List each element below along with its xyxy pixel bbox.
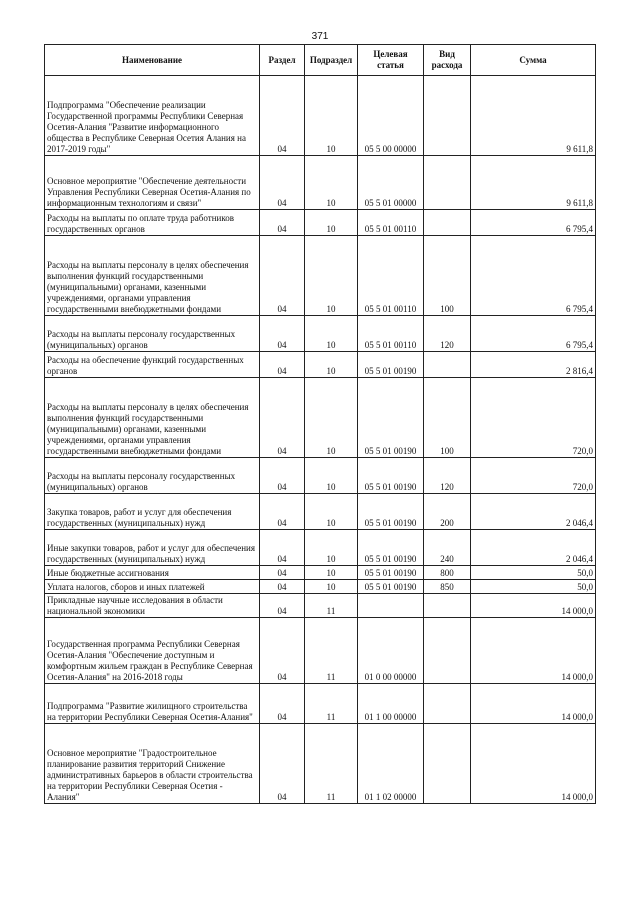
cell-type [424, 618, 471, 684]
cell-type: 200 [424, 494, 471, 530]
cell-sum: 14 000,0 [471, 594, 596, 618]
table-row [45, 494, 596, 530]
cell-name: Подпрограмма "Развитие жилищного строительства на территории Республики Северная Осетия-Алания" [45, 684, 260, 724]
cell-name: Расходы на выплаты персоналу в целях обеспечения выполнения функций государственными (муниципальными) органами, казенными учреждениями, органами управления государственными внебюджетными фондами [45, 236, 260, 316]
table-row [45, 618, 596, 684]
cell-subsection: 11 [305, 684, 358, 724]
table-header-row [45, 45, 596, 76]
cell-type: 240 [424, 530, 471, 566]
cell-sum: 2 816,4 [471, 352, 596, 378]
cell-type [424, 684, 471, 724]
cell-section: 04 [260, 378, 305, 458]
header-type: Вид расхода [424, 45, 471, 76]
cell-subsection: 10 [305, 566, 358, 580]
cell-subsection: 10 [305, 378, 358, 458]
table-row [45, 580, 596, 594]
cell-sum: 50,0 [471, 580, 596, 594]
cell-section: 04 [260, 618, 305, 684]
cell-name: Расходы на выплаты по оплате труда работников государственных органов [45, 210, 260, 236]
cell-target [358, 594, 424, 618]
cell-subsection: 11 [305, 724, 358, 804]
cell-section: 04 [260, 566, 305, 580]
cell-subsection: 10 [305, 210, 358, 236]
cell-subsection: 10 [305, 76, 358, 156]
table-row [45, 156, 596, 210]
table-row [45, 594, 596, 618]
cell-name: Расходы на обеспечение функций государственных органов [45, 352, 260, 378]
cell-sum: 6 795,4 [471, 210, 596, 236]
cell-type [424, 156, 471, 210]
cell-target: 05 5 01 00190 [358, 494, 424, 530]
cell-type: 120 [424, 316, 471, 352]
cell-type [424, 724, 471, 804]
cell-target: 05 5 01 00190 [358, 566, 424, 580]
cell-type [424, 76, 471, 156]
cell-name: Уплата налогов, сборов и иных платежей [45, 580, 260, 594]
cell-target: 05 5 01 00190 [358, 580, 424, 594]
cell-target: 05 5 01 00110 [358, 316, 424, 352]
cell-section: 04 [260, 236, 305, 316]
cell-subsection: 10 [305, 494, 358, 530]
table-row [45, 724, 596, 804]
cell-subsection: 10 [305, 316, 358, 352]
cell-section: 04 [260, 724, 305, 804]
cell-target: 05 5 01 00110 [358, 236, 424, 316]
header-section: Раздел [260, 45, 305, 76]
cell-sum: 50,0 [471, 566, 596, 580]
cell-sum: 6 795,4 [471, 236, 596, 316]
cell-section: 04 [260, 76, 305, 156]
cell-name: Основное мероприятие "Градостроительное планирование развития территорий Снижение административных барьеров в области строительства на территории Республики Северная Осетия - Алания" [45, 724, 260, 804]
table-row [45, 566, 596, 580]
cell-sum: 720,0 [471, 378, 596, 458]
cell-sum: 9 611,8 [471, 76, 596, 156]
cell-section: 04 [260, 458, 305, 494]
cell-name: Иные закупки товаров, работ и услуг для обеспечения государственных (муниципальных) нужд [45, 530, 260, 566]
cell-name: Государственная программа Республики Северная Осетия-Алания "Обеспечение доступным и комфортным жильем граждан в Республике Северная Осетия-Алания" на 2016-2018 годы [45, 618, 260, 684]
cell-type: 850 [424, 580, 471, 594]
cell-section: 04 [260, 156, 305, 210]
cell-target: 05 5 01 00190 [358, 458, 424, 494]
header-subsection: Подраздел [305, 45, 358, 76]
header-name: Наименование [45, 45, 260, 76]
cell-sum: 720,0 [471, 458, 596, 494]
cell-section: 04 [260, 352, 305, 378]
cell-subsection: 10 [305, 236, 358, 316]
cell-target: 01 1 02 00000 [358, 724, 424, 804]
cell-target: 05 5 01 00190 [358, 352, 424, 378]
cell-section: 04 [260, 594, 305, 618]
cell-section: 04 [260, 210, 305, 236]
cell-sum: 14 000,0 [471, 724, 596, 804]
cell-type [424, 594, 471, 618]
cell-subsection: 10 [305, 530, 358, 566]
cell-sum: 9 611,8 [471, 156, 596, 210]
cell-sum: 2 046,4 [471, 530, 596, 566]
cell-section: 04 [260, 494, 305, 530]
cell-sum: 14 000,0 [471, 684, 596, 724]
table-row [45, 76, 596, 156]
cell-subsection: 10 [305, 352, 358, 378]
cell-target: 05 5 01 00190 [358, 530, 424, 566]
cell-sum: 2 046,4 [471, 494, 596, 530]
cell-type: 100 [424, 378, 471, 458]
budget-table [44, 44, 596, 804]
cell-type: 120 [424, 458, 471, 494]
cell-subsection: 11 [305, 618, 358, 684]
table-row [45, 236, 596, 316]
table-row [45, 530, 596, 566]
header-target: Целевая статья [358, 45, 424, 76]
cell-type: 100 [424, 236, 471, 316]
cell-name: Закупка товаров, работ и услуг для обеспечения государственных (муниципальных) нужд [45, 494, 260, 530]
cell-target: 01 1 00 00000 [358, 684, 424, 724]
cell-subsection: 11 [305, 594, 358, 618]
table-row [45, 458, 596, 494]
cell-type [424, 352, 471, 378]
cell-name: Прикладные научные исследования в области национальной экономики [45, 594, 260, 618]
cell-sum: 14 000,0 [471, 618, 596, 684]
table-row [45, 210, 596, 236]
cell-subsection: 10 [305, 458, 358, 494]
cell-section: 04 [260, 530, 305, 566]
cell-subsection: 10 [305, 156, 358, 210]
cell-name: Расходы на выплаты персоналу государственных (муниципальных) органов [45, 458, 260, 494]
cell-section: 04 [260, 580, 305, 594]
cell-subsection: 10 [305, 580, 358, 594]
header-sum: Сумма [471, 45, 596, 76]
cell-name: Иные бюджетные ассигнования [45, 566, 260, 580]
page-number: 371 [311, 31, 329, 42]
cell-name: Основное мероприятие "Обеспечение деятельности Управления Республики Северная Осетия-Алания по информационным технологиям и связи" [45, 156, 260, 210]
cell-target: 01 0 00 00000 [358, 618, 424, 684]
cell-name: Расходы на выплаты персоналу в целях обеспечения выполнения функций государственными (муниципальными) органами, казенными учреждениями, органами управления государственными внебюджетными фондами [45, 378, 260, 458]
cell-name: Расходы на выплаты персоналу государственных (муниципальных) органов [45, 316, 260, 352]
cell-target: 05 5 01 00110 [358, 210, 424, 236]
cell-target: 05 5 01 00000 [358, 156, 424, 210]
table-row [45, 684, 596, 724]
cell-section: 04 [260, 684, 305, 724]
cell-type [424, 210, 471, 236]
cell-target: 05 5 00 00000 [358, 76, 424, 156]
table-row [45, 316, 596, 352]
table-row [45, 352, 596, 378]
cell-name: Подпрограмма "Обеспечение реализации Государственной программы Республики Северная Осетия-Алания "Развитие информационного общества в Республике Северная Осетия Алания на 2017-2019 годы" [45, 76, 260, 156]
cell-sum: 6 795,4 [471, 316, 596, 352]
cell-section: 04 [260, 316, 305, 352]
cell-target: 05 5 01 00190 [358, 378, 424, 458]
cell-type: 800 [424, 566, 471, 580]
table-row [45, 378, 596, 458]
